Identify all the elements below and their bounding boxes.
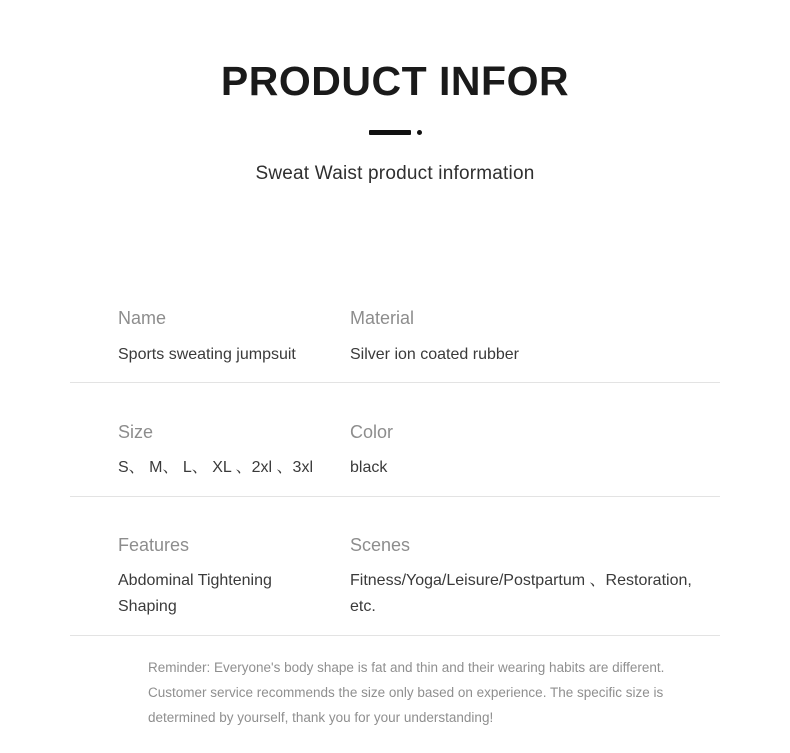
- spec-cell-scenes: [335, 534, 720, 621]
- divider-bar-icon: [369, 130, 411, 135]
- table-row: [70, 421, 720, 497]
- page-title: PRODUCT INFOR: [220, 58, 570, 104]
- spec-cell-material: [335, 307, 720, 368]
- reminder-text: Reminder: Everyone's body shape is fat and thin and their wearing habits are different. Customer service recommends the size only based on experience. The specific size is determined by yourself, thank you for your understanding!: [148, 659, 665, 725]
- table-row: [70, 307, 720, 383]
- divider-dot-icon: [417, 130, 422, 135]
- spec-value: black: [350, 459, 388, 477]
- title-divider: [0, 127, 790, 137]
- row-spacer: [70, 497, 720, 534]
- row-spacer: [70, 383, 720, 421]
- spec-value: S、 M、 L、 XL 、2xl 、3xl: [118, 459, 314, 477]
- page-header: [0, 0, 790, 185]
- spec-cell-size: [70, 421, 335, 482]
- spec-label: Color: [350, 421, 394, 442]
- spec-cell-features: [70, 534, 335, 621]
- table-row: [70, 534, 720, 636]
- spec-label: Size: [118, 421, 154, 442]
- spec-label: Features: [118, 534, 190, 555]
- spec-table: [70, 307, 720, 636]
- spec-value: Abdominal Tightening Shaping: [118, 572, 272, 616]
- spec-cell-name: [70, 307, 335, 368]
- spec-value: Sports sweating jumpsuit: [118, 345, 296, 363]
- spec-label: Name: [118, 308, 167, 329]
- page-subtitle: Sweat Waist product information: [255, 163, 535, 185]
- spec-cell-color: [335, 421, 720, 482]
- spec-label: Scenes: [350, 534, 411, 555]
- spec-label: Material: [350, 308, 415, 329]
- spec-value: Fitness/Yoga/Leisure/Postpartum 、Restoration, etc.: [350, 572, 692, 616]
- spec-value: Silver ion coated rubber: [350, 345, 519, 363]
